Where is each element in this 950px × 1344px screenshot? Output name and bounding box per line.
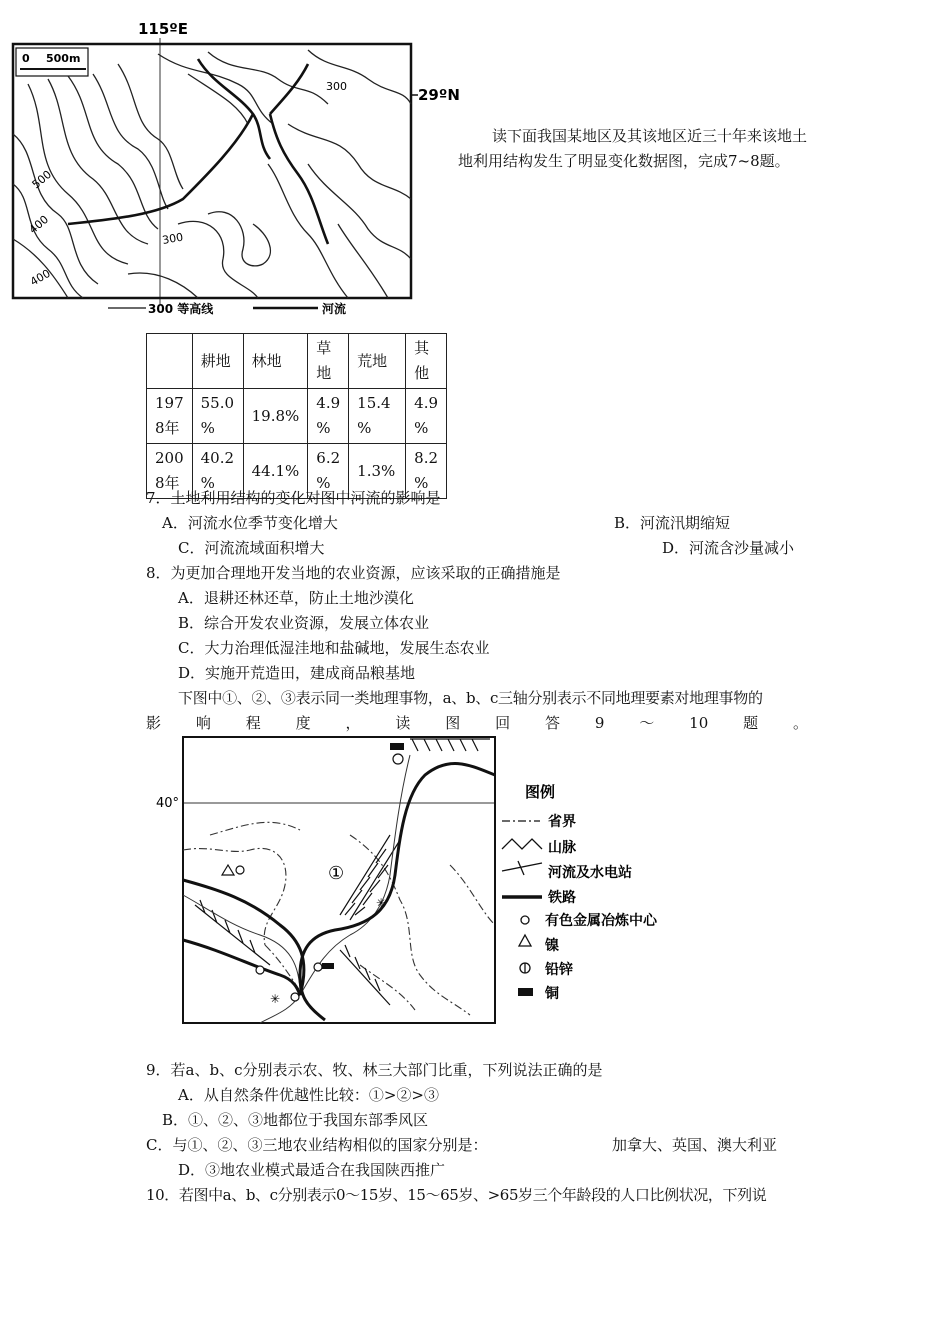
contour-map xyxy=(8,14,468,319)
intro-9-10-line1: 下图中①、②、③表示同一类地理事物，a、b、c三轴分别表示不同地理要素对地理事物的 xyxy=(178,689,763,707)
q8-option-a: A．退耕还林还草，防止土地沙漠化 xyxy=(178,589,414,607)
legend-river: 河流 xyxy=(322,302,347,316)
q8-option-d: D．实施开荒造田，建成商品粮基地 xyxy=(178,664,416,682)
table-header-row xyxy=(147,334,447,389)
table-cell: 40.2 % xyxy=(192,444,243,499)
q8-option-b: B．综合开发农业资源，发展立体农业 xyxy=(178,614,430,632)
legend-contour: 300 等高线 xyxy=(148,302,214,316)
table-header-cell: 其 他 xyxy=(406,334,447,389)
table-cell: 200 8年 xyxy=(147,444,193,499)
scale-zero: 0 xyxy=(22,52,30,65)
table-cell: 4.9 % xyxy=(406,389,447,444)
contour-label-400b: 400 xyxy=(28,266,53,289)
intro-char: 回 xyxy=(495,714,511,732)
province-boundaries xyxy=(183,822,495,1015)
table-cell: 8.2 % xyxy=(406,444,447,499)
region-map xyxy=(150,735,710,1030)
intro-char: 响 xyxy=(195,714,211,732)
intro-char: 读 xyxy=(395,714,411,732)
table-cell: 55.0 % xyxy=(192,389,243,444)
table-cell: 15.4 % xyxy=(349,389,406,444)
legend-nickel: 镍 xyxy=(545,938,559,954)
q9-option-b: B．①、②、③地都位于我国东部季风区 xyxy=(162,1111,429,1129)
legend-title: 图例 xyxy=(525,783,556,801)
contour-label-400a: 400 xyxy=(26,212,52,237)
q10-stem: 10．若图中a、b、c分别表示0～15岁、15～65岁、>65岁三个年龄段的人口比例状况，下列说 xyxy=(146,1186,767,1204)
intro-char: 影 xyxy=(146,714,162,732)
legend-river-station: 河流及水电站 xyxy=(548,865,632,881)
legend-copper: 铜 xyxy=(545,986,559,1002)
latitude-40-label: 40° xyxy=(156,796,180,811)
river-lines xyxy=(68,59,328,244)
legend-smelting: 有色金属冶炼中心 xyxy=(545,913,657,929)
map-legend xyxy=(502,783,658,1002)
table-cell: 1.3% xyxy=(349,444,406,499)
map-markers xyxy=(222,743,404,1006)
q7-option-d: D．河流含沙量减小 xyxy=(662,539,795,557)
table-cell: 44.1% xyxy=(243,444,308,499)
railways xyxy=(183,763,495,1020)
q9-option-c: C．与①、②、③三地农业结构相似的国家分别是： xyxy=(146,1136,488,1154)
table-header-cell xyxy=(147,334,193,389)
svg-text:✳: ✳ xyxy=(270,992,281,1006)
intro-char: 答 xyxy=(545,714,561,732)
intro-char: 9 xyxy=(594,714,605,732)
legend-boundary: 省界 xyxy=(548,814,576,830)
q7-stem: 7．土地利用结构的变化对图中河流的影响是 xyxy=(146,489,441,507)
intro-char: 程 xyxy=(245,714,261,732)
table-row xyxy=(147,389,447,444)
intro-char: 度 xyxy=(295,714,311,732)
q7-option-c: C．河流流域面积增大 xyxy=(178,539,325,557)
table-header-cell: 耕地 xyxy=(192,334,243,389)
intro-9-10-line2 xyxy=(146,711,808,736)
contour-label-300b: 300 xyxy=(161,230,185,247)
q9-option-a: A．从自然条件优越性比较：①>②>③ xyxy=(178,1086,439,1104)
map-marker-1: ① xyxy=(328,863,345,884)
contour-label-500: 500 xyxy=(29,167,55,192)
intro-char: 题 xyxy=(743,714,759,732)
table-cell: 4.9 % xyxy=(308,389,349,444)
latitude-label: 29ºN xyxy=(418,86,460,104)
table-cell: 197 8年 xyxy=(147,389,193,444)
longitude-label: 115ºE xyxy=(138,20,189,38)
contour-label-300a: 300 xyxy=(326,80,347,93)
table-header-cell: 林地 xyxy=(243,334,308,389)
legend-railway: 铁路 xyxy=(548,890,576,906)
scale-distance: 500m xyxy=(46,52,81,65)
q9-option-d: D．③地农业模式最适合在我国陕西推广 xyxy=(178,1161,446,1179)
table-cell: 6.2 % xyxy=(308,444,349,499)
intro-char: 。 xyxy=(792,714,808,732)
intro-char: 10 xyxy=(689,714,709,732)
intro-char: 图 xyxy=(445,714,461,732)
table-cell: 19.8% xyxy=(243,389,308,444)
intro-char: ～ xyxy=(639,714,655,732)
q8-option-c: C．大力治理低湿洼地和盐碱地，发展生态农业 xyxy=(178,639,490,657)
intro-char: ， xyxy=(345,714,361,732)
q9-option-c-countries: 加拿大、英国、澳大利亚 xyxy=(612,1136,778,1154)
q8-stem: 8．为更加合理地开发当地的农业资源，应该采取的正确措施是 xyxy=(146,564,561,582)
contour-lines xyxy=(13,50,411,298)
q7-option-a: A．河流水位季节变化增大 xyxy=(162,514,338,532)
intro-7-8: 读下面我国某地区及其该地区近三十年来该地土地利用结构发生了明显变化数据图，完成7~8题。 xyxy=(458,127,808,170)
land-use-table xyxy=(146,333,447,499)
legend-lead-zinc: 铅锌 xyxy=(545,962,573,978)
svg-text:✳: ✳ xyxy=(376,896,387,910)
q9-stem: 9．若a、b、c分别表示农、牧、林三大部门比重，下列说法正确的是 xyxy=(146,1061,603,1079)
legend-mountain: 山脉 xyxy=(548,840,576,856)
q7-option-b: B．河流汛期缩短 xyxy=(614,514,731,532)
table-header-cell: 草 地 xyxy=(308,334,349,389)
table-header-cell: 荒地 xyxy=(349,334,406,389)
